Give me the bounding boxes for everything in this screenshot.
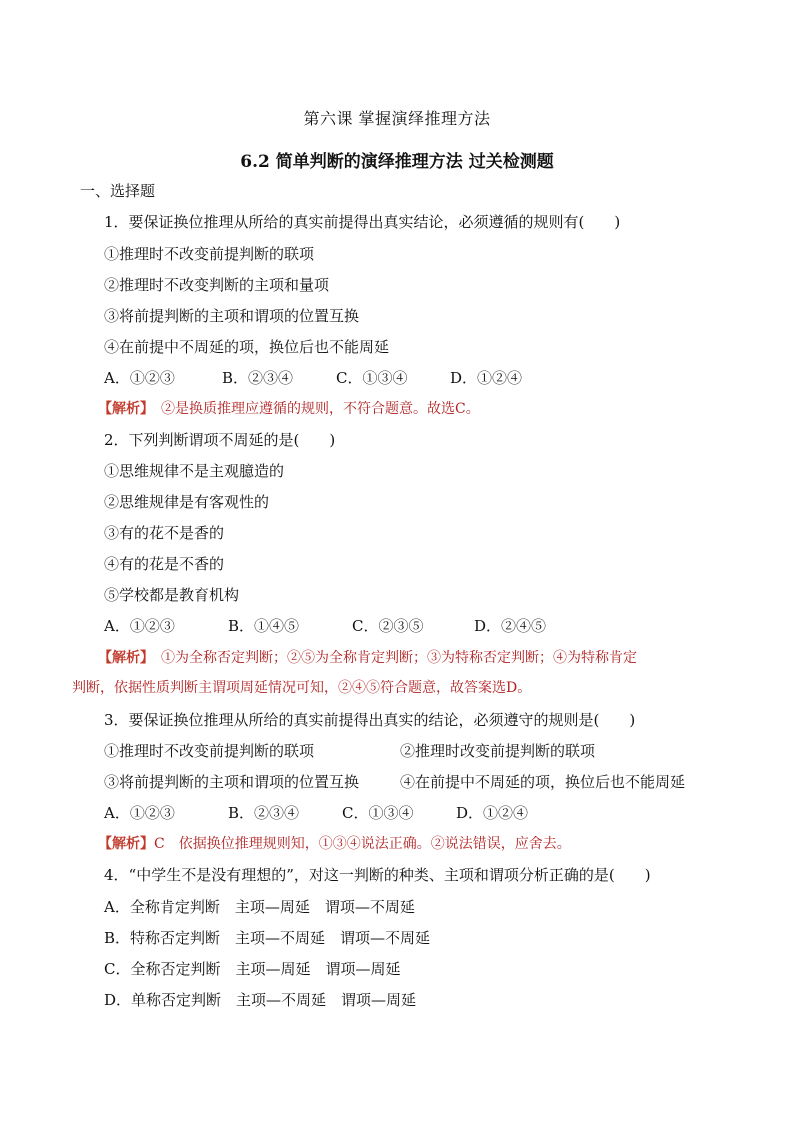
question-3-stem: 3．要保证换位推理从所给的真实前提得出真实的结论，必须遵守的规则是( ) [104, 711, 636, 729]
explanation-tag: 【解析】 [98, 836, 154, 852]
q2-explanation [98, 647, 637, 667]
q2-item-2: ②思维规律是有客观性的 [104, 493, 270, 511]
q2-item-5: ⑤学校都是教育机构 [104, 586, 240, 604]
q2-option-d: D．②④⑤ [474, 617, 547, 635]
explanation-tag: 【解析】 [98, 401, 147, 417]
q3-option-a: A．①②③ [104, 804, 175, 822]
question-2-stem: 2．下列判断谓项不周延的是( ) [104, 431, 336, 449]
q4-option-a: A．全称肯定判断 主项—周延 谓项—不周延 [104, 898, 415, 916]
q2-option-b: B．①④⑤ [228, 617, 300, 635]
explanation-text: ①为全称否定判断；②⑤为全称肯定判断；③为特称否定判断；④为特称肯定 [161, 650, 637, 666]
q2-item-1: ①思维规律不是主观臆造的 [104, 462, 285, 480]
q3-items-row-2 [104, 771, 685, 792]
q1-item-3: ③将前提判断的主项和谓项的位置互换 [104, 307, 360, 325]
q2-option-a: A．①②③ [104, 617, 175, 635]
q3-option-b: B．②③④ [228, 804, 300, 822]
q4-option-c: C．全称否定判断 主项—周延 谓项—周延 [104, 960, 401, 978]
q2-explanation-continued: 判断，依据性质判断主谓项周延情况可知，②④⑤符合题意，故答案选D。 [72, 680, 532, 696]
question-1-stem: 1．要保证换位推理从所给的真实前提得出真实结论，必须遵循的规则有( ) [104, 213, 621, 231]
q1-item-2: ②推理时不改变判断的主项和量项 [104, 276, 330, 294]
q3-option-c: C．①③④ [342, 804, 414, 822]
q2-item-4: ④有的花是不香的 [104, 555, 225, 573]
q2-options [104, 615, 546, 636]
q2-option-c: C．②③⑤ [352, 617, 424, 635]
q4-option-d: D．单称否定判断 主项—不周延 谓项—周延 [104, 991, 417, 1009]
lesson-title: 第六课 掌握演绎推理方法 [303, 109, 491, 128]
explanation-text: C 依据换位推理规则知，①③④说法正确。②说法错误，应舍去。 [154, 836, 571, 852]
q1-option-d: D．①②④ [450, 369, 523, 387]
q1-item-1: ①推理时不改变前提判断的联项 [104, 245, 315, 263]
explanation-text: ②是换质推理应遵循的规则，不符合题意。故选C。 [161, 401, 480, 417]
q3-item-3: ③将前提判断的主项和谓项的位置互换 [104, 773, 360, 791]
q1-option-c: C．①③④ [336, 369, 408, 387]
q3-option-d: D．①②④ [456, 804, 529, 822]
q3-options [104, 802, 528, 823]
q1-item-4: ④在前提中不周延的项，换位后也不能周延 [104, 338, 390, 356]
q1-option-b: B．②③④ [222, 369, 294, 387]
q1-option-a: A．①②③ [104, 369, 175, 387]
q3-item-2: ②推理时改变前提判断的联项 [400, 742, 596, 760]
q2-item-3: ③有的花不是香的 [104, 524, 225, 542]
section-heading: 一、选择题 [80, 182, 156, 200]
q4-option-b: B．特称否定判断 主项—不周延 谓项—不周延 [104, 929, 431, 947]
q3-item-4: ④在前提中不周延的项，换位后也不能周延 [400, 773, 686, 791]
q1-explanation [98, 398, 480, 418]
exercise-subtitle: 6.2 简单判断的演绎推理方法 过关检测题 [240, 152, 554, 172]
explanation-tag: 【解析】 [98, 650, 147, 666]
q1-options [104, 367, 522, 388]
question-4-stem: 4．“中学生不是没有理想的”，对这一判断的种类、主项和谓项分析正确的是( ) [104, 866, 651, 884]
q3-explanation [98, 833, 571, 853]
q3-item-1: ①推理时不改变前提判断的联项 [104, 742, 315, 760]
q3-items-row-1 [104, 740, 595, 761]
